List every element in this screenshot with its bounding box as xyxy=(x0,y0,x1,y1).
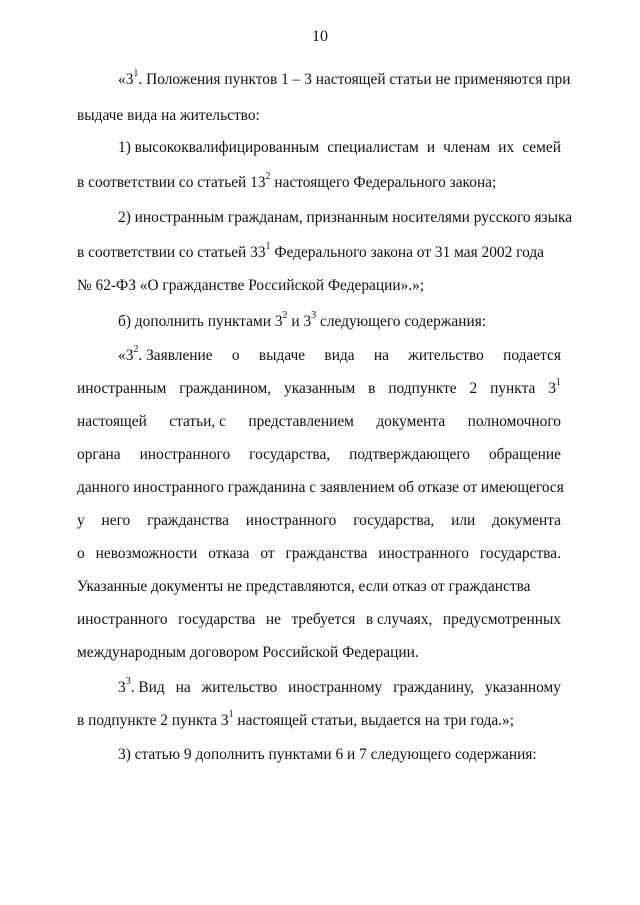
word: в случаях, xyxy=(365,611,433,628)
text-run: Указанные документы не представляются, если отказ от гражданства xyxy=(77,578,531,595)
text-run: и 3 xyxy=(287,313,312,330)
word: иностранного xyxy=(77,611,168,628)
word: или xyxy=(451,512,476,529)
text-run: настоящего Федерального закона; xyxy=(270,174,497,191)
word: государства, xyxy=(249,446,331,463)
paragraph-line xyxy=(77,643,419,663)
paragraph-line xyxy=(77,412,561,432)
text-run: Федерального закона от 31 мая 2002 года xyxy=(270,244,544,261)
word: органа xyxy=(77,446,121,463)
word: обращение xyxy=(488,446,561,463)
text-run: международным договором Российской Федерации. xyxy=(77,644,419,661)
paragraph-line xyxy=(118,343,561,366)
word: жительство xyxy=(408,347,484,364)
superscript: 1 xyxy=(133,67,139,79)
word: о xyxy=(77,545,85,562)
paragraph-line xyxy=(77,478,564,498)
word: полномочного xyxy=(467,413,561,430)
word: подается xyxy=(503,347,561,364)
word: представлением xyxy=(248,413,354,430)
word: их xyxy=(498,139,515,156)
text-run: «3 xyxy=(118,347,134,364)
word: статьи, с xyxy=(169,413,226,430)
word: гражданства xyxy=(147,512,229,529)
superscript: 1 xyxy=(265,240,271,252)
word: государства, xyxy=(353,512,435,529)
page-number: 10 xyxy=(312,28,328,45)
superscript: 2 xyxy=(282,309,288,321)
text-run: «3 xyxy=(118,71,134,88)
word: жительство xyxy=(201,679,278,696)
paragraph-line xyxy=(118,138,561,158)
word: государства. xyxy=(479,545,561,562)
paragraph-line xyxy=(118,309,487,332)
word: иностранного xyxy=(245,512,337,529)
paragraph-line xyxy=(118,745,537,765)
paragraph-line xyxy=(77,376,561,399)
word: предусмотренных xyxy=(442,611,561,628)
word: него xyxy=(101,512,131,529)
text-run: в подпункте 2 пункта 3 xyxy=(77,712,229,729)
word: специалистам xyxy=(327,139,419,156)
word: у xyxy=(77,512,85,529)
superscript: 3 xyxy=(125,675,131,687)
text-run: в соответствии со статьей 13 xyxy=(77,174,266,191)
word: на xyxy=(175,679,191,696)
word: гражданства xyxy=(285,545,368,562)
word: настоящей xyxy=(77,413,147,430)
word: иностранным xyxy=(77,380,167,397)
text-run: . Вид xyxy=(130,679,165,696)
text-run: данного иностранного гражданина с заявлением об отказе от имеющегося xyxy=(77,479,564,496)
word: подтверждающего xyxy=(349,446,470,463)
paragraph-line xyxy=(77,445,561,465)
paragraph-line xyxy=(77,610,561,630)
paragraph-line xyxy=(118,675,561,698)
word: членам xyxy=(443,139,491,156)
paragraph-line xyxy=(77,106,260,126)
text-run: б) дополнить пунктами 3 xyxy=(118,313,283,330)
paragraph-line xyxy=(77,240,544,263)
word: требуется xyxy=(291,611,356,628)
superscript: 2 xyxy=(133,343,139,355)
word: гражданином, xyxy=(179,380,272,397)
word: отказа xyxy=(208,545,250,562)
word: и xyxy=(426,139,436,156)
text-run: . Положения пунктов 1 – 3 настоящей статьи не применяются при xyxy=(138,71,571,88)
word: невозможности xyxy=(95,545,198,562)
word xyxy=(548,376,561,399)
text-run: 3) статью 9 дополнить пунктами 6 и 7 следующего содержания: xyxy=(118,746,537,763)
paragraph-line xyxy=(77,511,561,531)
word: в xyxy=(368,380,376,397)
paragraph-line xyxy=(77,708,514,731)
superscript: 1 xyxy=(228,708,234,720)
text-run: 2) иностранным гражданам, признанным носителями русского языка xyxy=(118,209,573,226)
word: пункта xyxy=(490,380,536,397)
paragraph-line xyxy=(77,170,497,193)
text-run: настоящей статьи, выдается на три года.»; xyxy=(233,712,514,729)
text-run: 3 xyxy=(548,380,556,397)
superscript: 3 xyxy=(311,309,317,321)
word: о xyxy=(231,347,240,364)
paragraph-line xyxy=(77,577,530,597)
word: документа xyxy=(492,512,561,529)
paragraph-line xyxy=(77,544,561,564)
word xyxy=(118,675,165,698)
word: документа xyxy=(376,413,446,430)
word: иностранного xyxy=(139,446,231,463)
word: указанному xyxy=(484,679,561,696)
word: вида xyxy=(324,347,355,364)
word: выдаче xyxy=(258,347,306,364)
word: 1) высококвалифицированным xyxy=(118,139,320,156)
superscript: 2 xyxy=(265,170,271,182)
word: на xyxy=(373,347,389,364)
text-run: в соответствии со статьей 33 xyxy=(77,244,266,261)
word xyxy=(118,343,213,366)
text-run: 3 xyxy=(118,679,126,696)
paragraph-line xyxy=(118,208,572,228)
text-run: № 62-ФЗ «О гражданстве Российской Федерации».»; xyxy=(77,277,425,294)
word: 2 xyxy=(469,380,478,397)
text-run: следующего содержания: xyxy=(316,313,487,330)
word: государства xyxy=(178,611,256,628)
text-run: . Заявление xyxy=(138,347,213,364)
word: иностранного xyxy=(378,545,469,562)
word: гражданину, xyxy=(393,679,475,696)
paragraph-line xyxy=(118,67,571,90)
word: от xyxy=(260,545,275,562)
text-run: выдаче вида на жительство: xyxy=(77,107,260,124)
word: иностранному xyxy=(288,679,383,696)
word: указанным xyxy=(284,380,356,397)
superscript: 1 xyxy=(555,376,561,388)
word: семей xyxy=(522,139,561,156)
word: подпункте xyxy=(388,380,457,397)
paragraph-line xyxy=(77,276,424,296)
word: не xyxy=(265,611,281,628)
